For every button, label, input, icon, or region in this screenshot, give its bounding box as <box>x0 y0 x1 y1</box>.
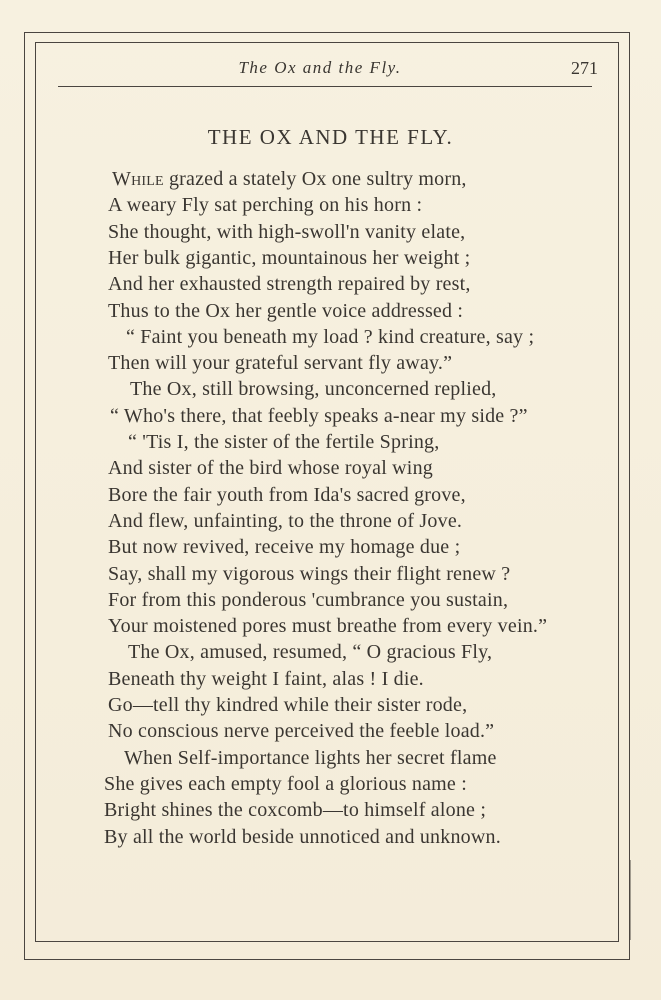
poem-line: The Ox, amused, resumed, “ O gracious Fly, <box>128 641 493 664</box>
poem-line: And her exhausted strength repaired by rest, <box>108 273 471 296</box>
poem-line: And sister of the bird whose royal wing <box>108 457 433 480</box>
poem-line: When Self-importance lights her secret flame <box>124 746 497 769</box>
first-word: While <box>112 168 164 190</box>
poem-line-1-text: grazed a stately Ox one sultry morn, <box>163 168 467 190</box>
poem-line: Bore the fair youth from Ida's sacred grove, <box>108 483 466 506</box>
poem-line: The Ox, still browsing, unconcerned replied, <box>130 378 497 401</box>
poem-title: THE OX AND THE FLY. <box>207 125 454 149</box>
poem-line: Say, shall my vigorous wings their flight renew ? <box>108 562 511 585</box>
poem-line: “ Faint you beneath my load ? kind creature, say ; <box>126 325 535 348</box>
poem-line: For from this ponderous 'cumbrance you sustain, <box>108 588 509 611</box>
poem-line: “ Who's there, that feebly speaks a-near my side ?” <box>110 404 528 427</box>
page-edge-mark <box>630 860 631 940</box>
poem-line: Then will your grateful servant fly away.” <box>108 352 453 375</box>
poem-line: Bright shines the coxcomb—to himself alone ; <box>104 799 487 822</box>
poem-line: “ 'Tis I, the sister of the fertile Spring, <box>128 431 440 453</box>
poem-line: And flew, unfainting, to the throne of Jove. <box>108 509 463 532</box>
poem-line: By all the world beside unnoticed and unknown. <box>104 825 501 848</box>
poem-line: Thus to the Ox her gentle voice addressed : <box>108 299 464 322</box>
poem-line: Her bulk gigantic, mountainous her weight ; <box>108 246 471 269</box>
poem-line: Your moistened pores must breathe from every vein.” <box>108 615 548 638</box>
poem-line-1 <box>112 166 467 192</box>
running-header <box>40 58 600 82</box>
poem-line: She thought, with high-swoll'n vanity elate, <box>108 220 466 243</box>
poem-line: A weary Fly sat perching on his horn : <box>108 194 423 217</box>
poem-line: She gives each empty fool a glorious name : <box>104 772 467 795</box>
poem-line: But now revived, receive my homage due ; <box>108 536 461 559</box>
running-title: The Ox and the Fly. <box>238 58 402 77</box>
poem-line: No conscious nerve perceived the feeble load.” <box>108 720 495 743</box>
poem-line: Beneath thy weight I faint, alas ! I die. <box>108 667 424 690</box>
header-rule <box>58 86 592 87</box>
page-number: 271 <box>571 58 598 78</box>
poem-line: Go—tell thy kindred while their sister rode, <box>108 694 468 716</box>
